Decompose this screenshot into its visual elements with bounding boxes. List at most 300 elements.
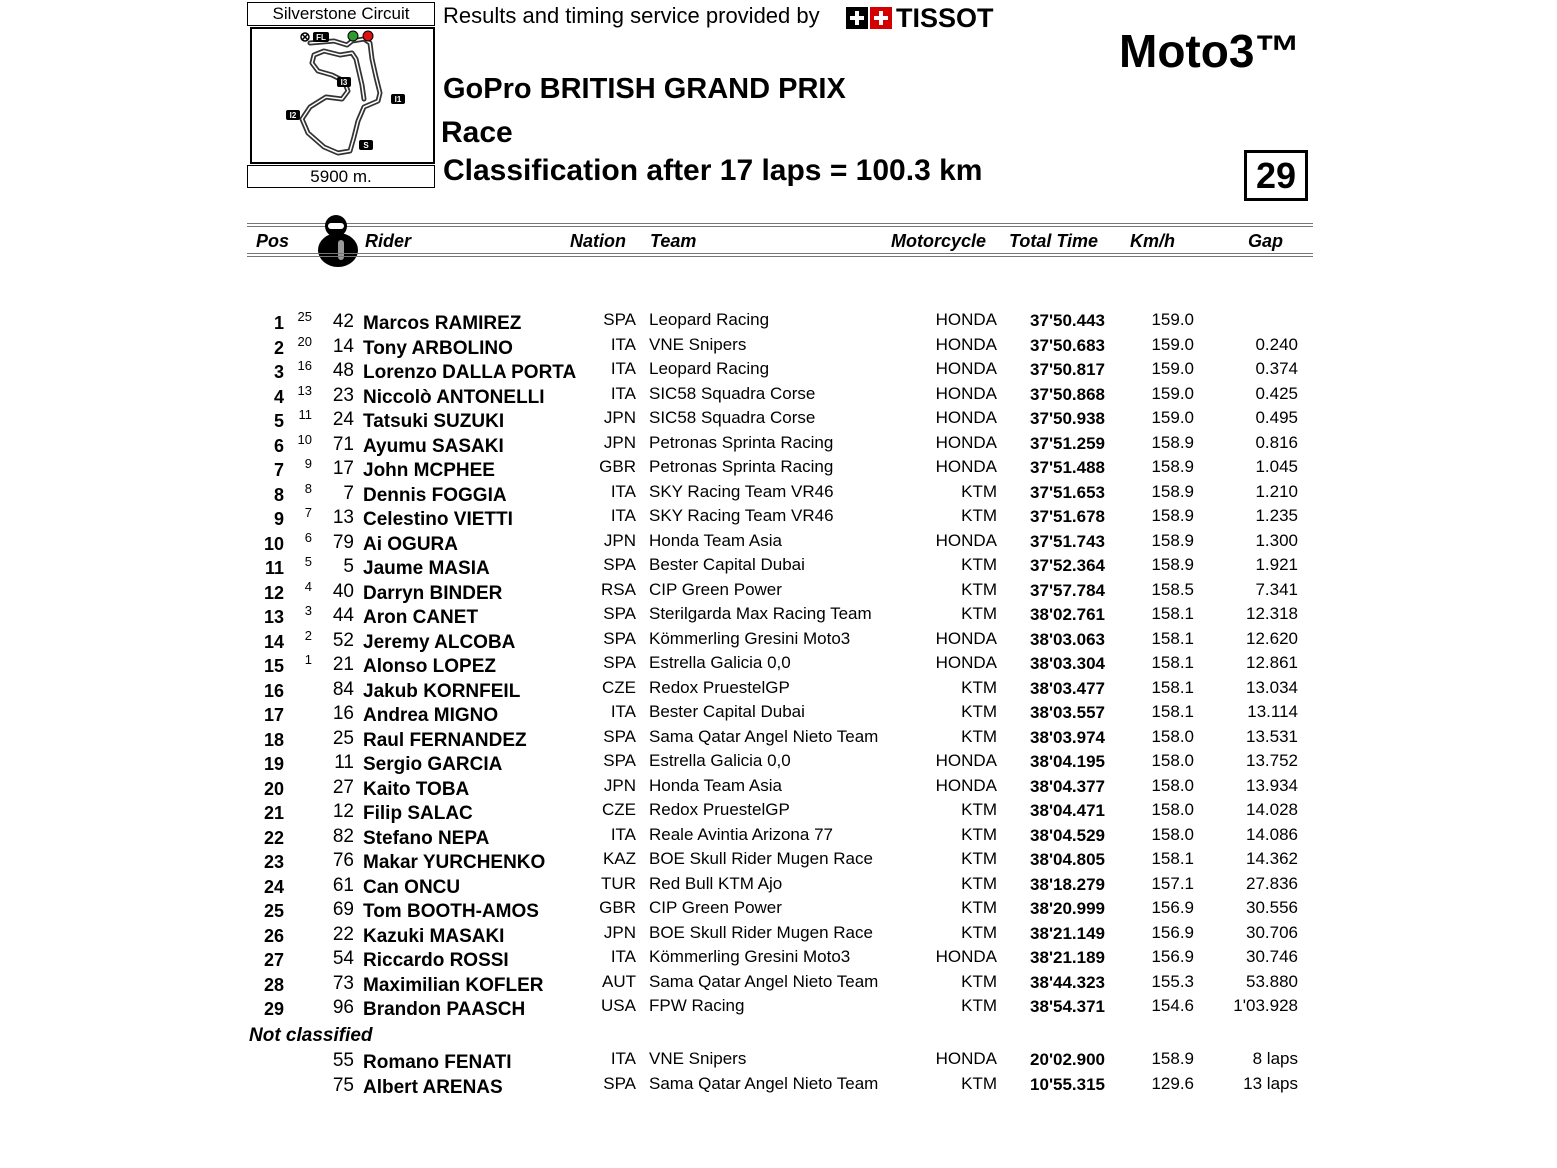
nation: JPN	[603, 775, 636, 795]
position: 28	[263, 974, 284, 995]
rider-name: Tom BOOTH-AMOS	[363, 901, 539, 922]
points: 25	[297, 309, 312, 324]
col-motorcycle: Motorcycle	[891, 231, 987, 251]
rider-number: 44	[332, 605, 354, 626]
header-rule-bottom-2	[247, 256, 1313, 257]
rider-name: Niccolò ANTONELLI	[363, 386, 545, 408]
nation: JPN	[603, 530, 636, 550]
nation: JPN	[603, 408, 636, 427]
gap: 13.531	[1246, 726, 1298, 746]
rider-number: 24	[332, 409, 354, 430]
motorcycle: KTM	[961, 898, 997, 917]
col-rider: Rider	[365, 231, 412, 251]
table-row	[0, 554, 1557, 578]
speed: 159.0	[1151, 334, 1194, 354]
team: Petronas Sprinta Racing	[649, 457, 834, 476]
total-time: 37'50.817	[1030, 360, 1105, 379]
table-row	[0, 481, 1557, 505]
total-time: 37'50.868	[1030, 384, 1105, 404]
total-time: 38'04.471	[1030, 801, 1105, 820]
timing-service-text: Results and timing service provided by	[443, 3, 820, 28]
motorcycle: KTM	[961, 849, 997, 868]
nation: JPN	[603, 922, 636, 942]
nation: ITA	[610, 334, 636, 354]
total-time: 38'02.761	[1030, 605, 1105, 624]
rider-name: Jeremy ALCOBA	[363, 631, 516, 653]
speed: 158.9	[1151, 481, 1194, 501]
nation: ITA	[610, 1049, 636, 1068]
motorcycle: HONDA	[935, 432, 997, 452]
position: 9	[273, 509, 284, 529]
motorcycle: HONDA	[935, 310, 997, 329]
position: 19	[263, 754, 284, 774]
col-team: Team	[650, 231, 697, 251]
gap: 0.495	[1255, 408, 1298, 427]
rider-number: 52	[332, 629, 354, 651]
team: BOE Skull Rider Mugen Race	[649, 922, 873, 942]
points: 4	[304, 578, 312, 594]
nation: AUT	[602, 971, 636, 991]
rider-name: John MCPHEE	[363, 460, 495, 481]
table-row	[0, 701, 1557, 725]
position: 29	[263, 999, 284, 1019]
points: 16	[297, 358, 312, 373]
session-title: Race	[441, 116, 513, 149]
gap: 12.318	[1246, 604, 1298, 623]
nation: KAZ	[602, 849, 636, 868]
position: 12	[263, 582, 284, 603]
track-length: 5900 m.	[247, 165, 435, 188]
position: 11	[264, 558, 284, 578]
table-row	[0, 628, 1557, 652]
motorcycle: KTM	[961, 726, 997, 746]
nation: SPA	[603, 555, 636, 574]
table-row	[0, 848, 1557, 872]
speed: 158.0	[1151, 775, 1194, 795]
rider-name: Kaito TOBA	[363, 778, 470, 800]
nation: SPA	[603, 310, 636, 329]
total-time: 38'20.999	[1030, 899, 1105, 918]
points: 6	[304, 529, 312, 545]
total-time: 37'52.364	[1030, 556, 1105, 575]
motorcycle: HONDA	[935, 334, 997, 354]
total-time: 38'21.149	[1030, 923, 1105, 943]
classified-count-badge: 29	[1244, 150, 1308, 201]
rider-helmet-icon	[314, 212, 362, 268]
gap: 1.235	[1255, 506, 1298, 525]
motorcycle: KTM	[961, 506, 997, 525]
col-total-time: Total Time	[1009, 231, 1099, 251]
rider-name: Romano FENATI	[363, 1052, 512, 1073]
table-row	[0, 1073, 1557, 1097]
table-row	[0, 971, 1557, 995]
gap: 1.300	[1255, 530, 1298, 550]
speed: 158.0	[1151, 751, 1194, 770]
rider-name: Can ONCU	[363, 876, 461, 898]
total-time: 38'03.304	[1030, 654, 1105, 673]
table-row	[0, 873, 1557, 897]
header-rule-top	[247, 223, 1313, 224]
nation: SPA	[603, 604, 636, 623]
nation: ITA	[610, 383, 636, 403]
team: SIC58 Squadra Corse	[649, 383, 816, 403]
team: FPW Racing	[649, 996, 745, 1015]
speed: 158.5	[1151, 579, 1194, 599]
team: Sama Qatar Angel Nieto Team	[649, 971, 879, 991]
nation: SPA	[603, 1073, 636, 1093]
gap: 0.374	[1255, 359, 1298, 378]
rider-number: 12	[332, 801, 354, 822]
track-outline-icon	[252, 29, 433, 162]
total-time: 37'50.443	[1030, 311, 1105, 330]
points: 9	[304, 456, 312, 471]
rider-name: Albert ARENAS	[363, 1076, 503, 1098]
total-time: 37'51.653	[1030, 482, 1105, 502]
total-time: 38'03.974	[1030, 727, 1105, 747]
speed: 158.0	[1151, 726, 1194, 746]
team: Bester Capital Dubai	[649, 555, 805, 574]
rider-number: 5	[343, 556, 354, 577]
gap: 1.921	[1255, 555, 1298, 574]
motorcycle: HONDA	[935, 383, 997, 403]
rider-name: Marcos RAMIREZ	[363, 313, 522, 334]
motorcycle: HONDA	[935, 1049, 997, 1068]
rider-number: 54	[332, 948, 354, 969]
points: 1	[304, 652, 312, 667]
map-label-i2: I2	[289, 111, 297, 120]
rider-number: 16	[332, 703, 354, 724]
total-time: 10'55.315	[1030, 1074, 1105, 1094]
not-classified-title: Not classified	[249, 1025, 373, 1046]
nation: ITA	[610, 506, 636, 525]
col-pos: Pos	[256, 231, 290, 251]
gap: 30.746	[1246, 947, 1298, 966]
speed: 129.6	[1151, 1073, 1194, 1093]
event-title: GoPro BRITISH GRAND PRIX	[443, 73, 846, 105]
total-time: 37'50.683	[1030, 335, 1105, 355]
motorcycle: HONDA	[935, 457, 997, 476]
rider-number: 96	[332, 997, 354, 1018]
team: Redox PruestelGP	[649, 677, 790, 697]
points: 7	[304, 505, 312, 520]
position: 23	[263, 852, 284, 872]
gap: 13.034	[1246, 677, 1298, 697]
gap: 30.556	[1246, 898, 1298, 917]
rider-number: 13	[332, 507, 354, 528]
rider-name: Raul FERNANDEZ	[363, 729, 527, 751]
rider-name: Brandon PAASCH	[363, 999, 526, 1020]
points: 8	[304, 480, 312, 496]
table-row	[0, 407, 1557, 431]
points: 11	[298, 407, 312, 422]
total-time: 38'04.805	[1030, 850, 1105, 869]
rider-number: 69	[332, 899, 354, 920]
speed: 158.9	[1151, 432, 1194, 452]
nation: GBR	[599, 457, 636, 476]
total-time: 37'51.259	[1030, 433, 1105, 453]
team: SKY Racing Team VR46	[649, 506, 834, 525]
gap: 14.086	[1246, 824, 1298, 844]
map-label-i3: I3	[340, 78, 348, 87]
rider-name: Filip SALAC	[363, 803, 473, 824]
rider-name: Tony ARBOLINO	[363, 337, 513, 359]
gap: 14.028	[1246, 800, 1298, 819]
speed: 158.9	[1151, 506, 1194, 525]
team: CIP Green Power	[649, 579, 782, 599]
rider-name: Ai OGURA	[363, 533, 458, 555]
speed: 158.9	[1151, 555, 1194, 574]
position: 3	[273, 362, 284, 382]
speed: 156.9	[1151, 922, 1194, 942]
nation: SPA	[603, 653, 636, 672]
motorcycle: KTM	[961, 677, 997, 697]
rider-name: Lorenzo DALLA PORTA	[363, 362, 577, 383]
speed: 158.1	[1151, 628, 1194, 648]
team: Sama Qatar Angel Nieto Team	[649, 726, 879, 746]
speed: 158.0	[1151, 824, 1194, 844]
gap: 13 laps	[1243, 1073, 1298, 1093]
position: 2	[273, 337, 284, 358]
position: 16	[263, 680, 284, 701]
speed: 155.3	[1151, 971, 1194, 991]
position: 10	[263, 533, 284, 554]
col-nation: Nation	[570, 231, 626, 251]
motorcycle: KTM	[961, 1073, 997, 1093]
position: 8	[273, 484, 284, 505]
rider-number: 79	[332, 531, 354, 553]
rider-name: Tatsuki SUZUKI	[363, 411, 505, 432]
gap: 53.880	[1246, 971, 1298, 991]
motorcycle: KTM	[961, 971, 997, 991]
gap: 30.706	[1246, 922, 1298, 942]
points: 10	[297, 431, 312, 447]
total-time: 37'51.678	[1030, 507, 1105, 526]
rider-number: 40	[332, 580, 354, 602]
rider-name: Andrea MIGNO	[363, 705, 499, 726]
nation: USA	[601, 996, 636, 1015]
red-light-icon	[363, 31, 373, 41]
position: 27	[263, 950, 284, 970]
motorcycle: HONDA	[935, 653, 997, 672]
gap: 14.362	[1246, 849, 1298, 868]
rider-number: 7	[343, 482, 354, 504]
nation: SPA	[603, 726, 636, 746]
rider-number: 75	[332, 1074, 354, 1096]
nation: SPA	[603, 751, 636, 770]
table-row	[0, 922, 1557, 946]
table-row	[0, 995, 1557, 1019]
rider-number: 14	[332, 335, 354, 357]
table-row	[0, 824, 1557, 848]
rider-name: Riccardo ROSSI	[363, 950, 509, 971]
track-map	[250, 27, 435, 164]
table-row	[0, 456, 1557, 480]
classification-title: Classification after 17 laps = 100.3 km	[443, 154, 983, 187]
team: SIC58 Squadra Corse	[649, 408, 816, 427]
position: 13	[263, 607, 284, 627]
total-time: 20'02.900	[1030, 1050, 1105, 1069]
gap: 12.620	[1246, 628, 1298, 648]
total-time: 37'51.488	[1030, 458, 1105, 477]
position: 5	[273, 411, 284, 431]
motorcycle: HONDA	[935, 408, 997, 427]
map-label-fl: FL	[316, 33, 326, 42]
team: Honda Team Asia	[649, 775, 782, 795]
rider-name: Darryn BINDER	[363, 582, 503, 604]
map-label-i1: I1	[394, 95, 402, 104]
motorcycle: KTM	[961, 800, 997, 819]
speed: 156.9	[1151, 947, 1194, 966]
rider-number: 61	[332, 874, 354, 896]
position: 15	[263, 656, 284, 676]
rider-number: 82	[332, 825, 354, 847]
motorcycle: HONDA	[935, 530, 997, 550]
speed: 158.1	[1151, 677, 1194, 697]
rider-number: 55	[332, 1050, 354, 1071]
gap: 0.240	[1255, 334, 1298, 354]
table-row	[0, 358, 1557, 382]
header-rule-top-2	[247, 226, 1313, 227]
speed: 158.1	[1151, 702, 1194, 721]
team: Red Bull KTM Ajo	[649, 873, 783, 893]
rider-number: 23	[332, 384, 354, 406]
team: Leopard Racing	[649, 310, 770, 329]
gap: 1.210	[1255, 481, 1298, 501]
rider-number: 42	[332, 311, 354, 332]
gap: 8 laps	[1252, 1049, 1298, 1068]
speed: 154.6	[1151, 996, 1194, 1015]
position: 22	[263, 827, 284, 848]
col-speed: Km/h	[1130, 231, 1175, 251]
table-row	[0, 799, 1557, 823]
table-row	[0, 309, 1557, 333]
table-row	[0, 383, 1557, 407]
nation: SPA	[603, 628, 636, 648]
position: 20	[263, 778, 284, 799]
team: SKY Racing Team VR46	[649, 481, 834, 501]
motorcycle: KTM	[961, 604, 997, 623]
nation: JPN	[603, 432, 636, 452]
gap: 13.752	[1246, 751, 1298, 770]
total-time: 38'21.189	[1030, 948, 1105, 967]
team: Petronas Sprinta Racing	[649, 432, 834, 452]
motorcycle: HONDA	[935, 359, 997, 378]
total-time: 38'03.557	[1030, 703, 1105, 722]
rider-name: Dennis FOGGIA	[363, 484, 507, 506]
nation: CZE	[602, 677, 636, 697]
table-row	[0, 775, 1557, 799]
total-time: 38'54.371	[1030, 997, 1105, 1016]
points: 5	[304, 554, 312, 569]
gap: 13.114	[1247, 702, 1298, 721]
position: 18	[263, 729, 284, 750]
rider-number: 21	[332, 654, 354, 675]
rider-name: Stefano NEPA	[363, 827, 490, 849]
rider-number: 84	[332, 678, 354, 700]
gap: 27.836	[1246, 873, 1298, 893]
team: Estrella Galicia 0,0	[649, 751, 791, 770]
gap: 13.934	[1246, 775, 1298, 795]
nation: TUR	[601, 873, 636, 893]
rider-number: 22	[332, 923, 354, 945]
motorcycle: KTM	[961, 996, 997, 1015]
table-row	[0, 726, 1557, 750]
table-row	[0, 530, 1557, 554]
team: CIP Green Power	[649, 898, 782, 917]
header-rule-bottom	[247, 253, 1313, 254]
nation: ITA	[610, 824, 636, 844]
total-time: 37'50.938	[1030, 409, 1105, 428]
rider-name: Sergio GARCIA	[363, 754, 503, 775]
gap: 0.425	[1255, 383, 1298, 403]
team: Reale Avintia Arizona 77	[649, 824, 833, 844]
speed: 159.0	[1151, 310, 1194, 329]
team: Kömmerling Gresini Moto3	[649, 628, 851, 648]
team: VNE Snipers	[649, 334, 747, 354]
team: Sterilgarda Max Racing Team	[649, 604, 872, 623]
table-row	[0, 432, 1557, 456]
team: Estrella Galicia 0,0	[649, 653, 791, 672]
speed: 157.1	[1151, 873, 1194, 893]
speed: 158.1	[1151, 653, 1194, 672]
circuit-name: Silverstone Circuit	[247, 2, 435, 26]
gap: 1'03.928	[1233, 996, 1298, 1015]
rider-name: Jaume MASIA	[363, 558, 490, 579]
nation: ITA	[610, 481, 636, 501]
motorcycle: KTM	[961, 824, 997, 844]
points: 3	[304, 603, 312, 618]
map-label-s: S	[363, 141, 369, 150]
team: Sama Qatar Angel Nieto Team	[649, 1073, 879, 1093]
table-row	[0, 677, 1557, 701]
speed: 159.0	[1151, 408, 1194, 427]
motorcycle: HONDA	[935, 751, 997, 770]
points: 20	[297, 333, 312, 349]
position: 24	[263, 876, 284, 897]
speed: 158.0	[1151, 800, 1194, 819]
position: 7	[273, 460, 284, 480]
total-time: 38'04.529	[1030, 825, 1105, 845]
motorcycle: KTM	[961, 481, 997, 501]
table-row	[0, 750, 1557, 774]
gap: 0.816	[1255, 432, 1298, 452]
speed: 158.9	[1151, 530, 1194, 550]
position: 26	[263, 925, 284, 946]
position: 21	[263, 803, 284, 823]
position: 6	[273, 435, 284, 456]
rider-number: 71	[332, 433, 354, 455]
rider-name: Makar YURCHENKO	[363, 852, 546, 873]
speed: 158.1	[1151, 604, 1194, 623]
speed: 156.9	[1151, 898, 1194, 917]
total-time: 38'04.195	[1030, 752, 1105, 771]
table-row	[0, 579, 1557, 603]
rider-name: Alonso LOPEZ	[363, 656, 496, 677]
green-light-icon	[348, 31, 358, 41]
total-time: 38'03.063	[1030, 629, 1105, 649]
team: Redox PruestelGP	[649, 800, 790, 819]
motorcycle: KTM	[961, 922, 997, 942]
speed: 159.0	[1151, 359, 1194, 378]
speed: 158.1	[1151, 849, 1194, 868]
motorcycle: KTM	[961, 702, 997, 721]
table-row	[0, 334, 1557, 358]
position: 1	[273, 313, 284, 333]
table-row	[0, 652, 1557, 676]
motorcycle: HONDA	[935, 947, 997, 966]
nation: CZE	[602, 800, 636, 819]
rider-name: Kazuki MASAKI	[363, 925, 505, 947]
